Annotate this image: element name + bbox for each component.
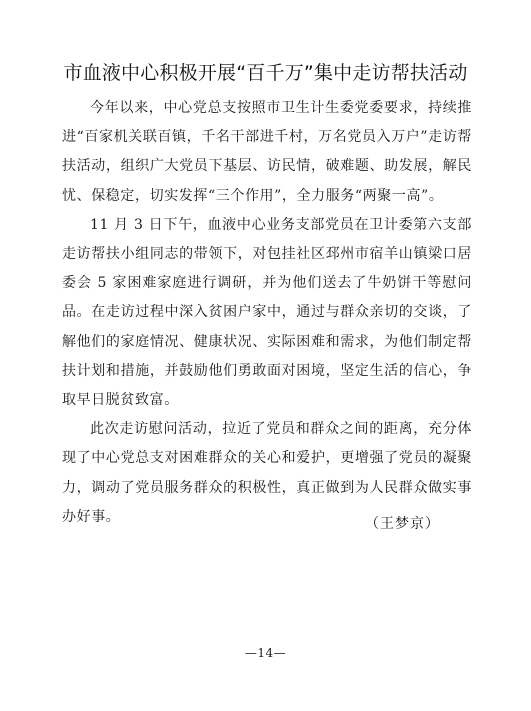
paragraph-3: 此次走访慰问活动，拉近了党员和群众之间的距离，充分体现了中心党总支对困难群众的关心和爱护，更增强了党员的凝聚力，调动了党员服务群众的积极性，真正做到为人民群众做实事办好事。 <box>62 421 472 525</box>
article-body <box>62 94 472 532</box>
paragraph-2: 11 月 3 日下午，血液中心业务支部党员在卫计委第六支部走访帮扶小组同志的带领下，对包挂社区邳州市宿羊山镇梁口居委会 5 家困难家庭进行调研，并为他们送去了牛奶饼干等慰问品。在走访过程中深入贫困户家中，通过与群众亲切的交谈，了解他们的家庭情况、健康状况、实际困难和需求，为他们制定帮扶计划和措施，并鼓励他们勇敢面对困境，坚定生活的信心，争取早日脱贫致富。 <box>62 216 472 409</box>
paragraph-1: 今年以来，中心党总支按照市卫生计生委党委要求，持续推进“百家机关联百镇，千名干部进千村，万名党员入万户”走访帮扶活动，组织广大党员下基层、访民情，破难题、助发展，解民忧、保稳定，切实发挥“三个作用”，全力服务“两聚一高”。 <box>62 100 472 204</box>
document-title: 市血液中心积极开展“百千万”集中走访帮扶活动 <box>63 62 468 84</box>
author-byline: （王梦京） <box>365 516 440 532</box>
page-number: —14— <box>244 646 287 660</box>
